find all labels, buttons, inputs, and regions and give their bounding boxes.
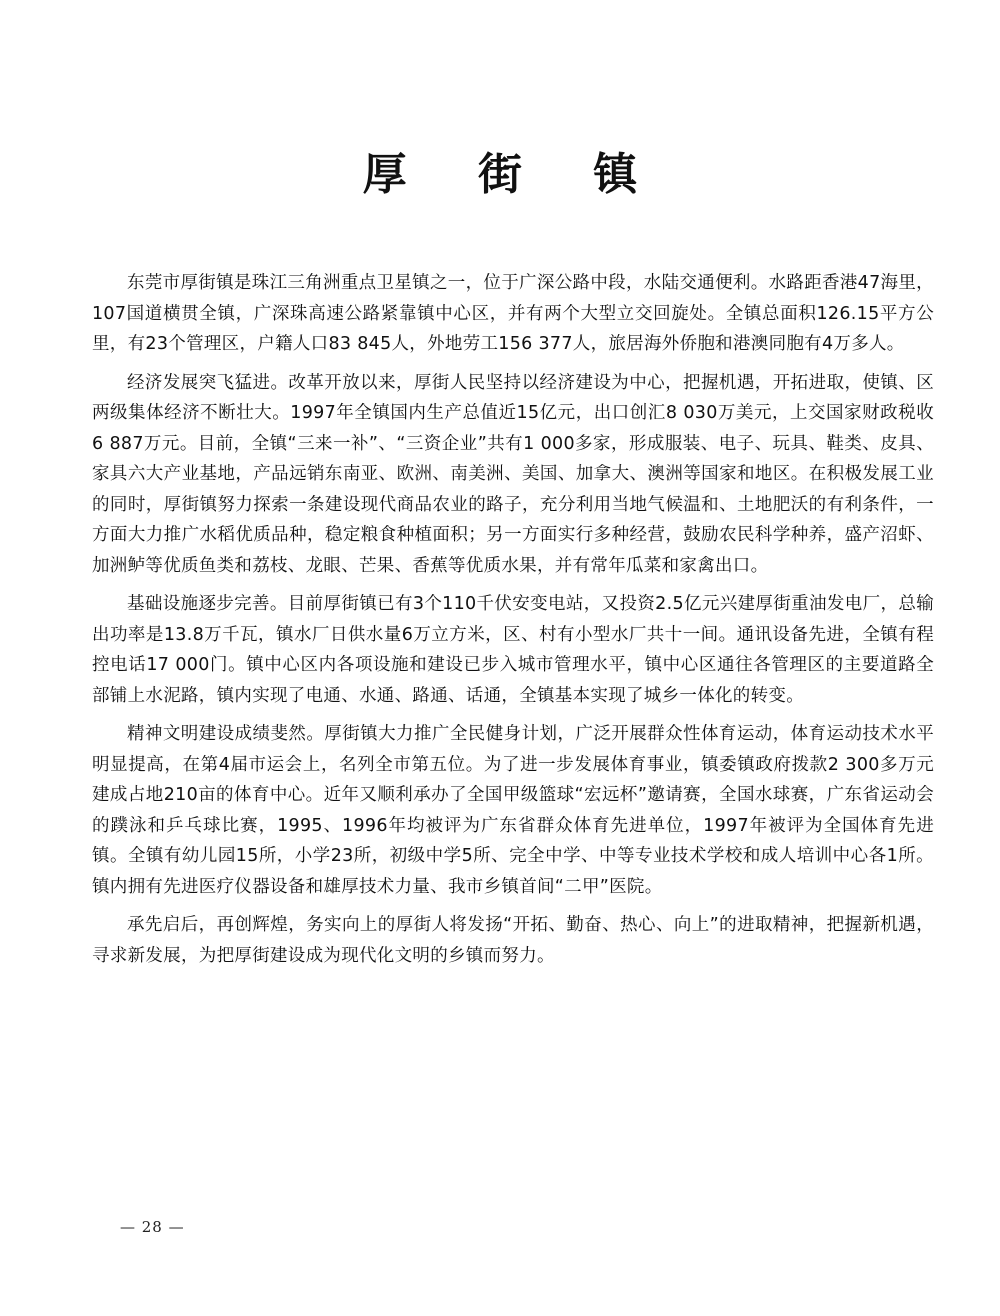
article-body [92,268,934,979]
page-number: — 28 — [120,1218,185,1236]
paragraph-conclusion: 承先启后，再创辉煌，务实向上的厚街人将发扬“开拓、勤奋、热心、向上”的进取精神，把握新机遇，寻求新发展，为把厚街建设成为现代化文明的乡镇而努力。 [92,915,934,966]
page-title: 厚 街 镇 [362,149,666,200]
paragraph-economy: 经济发展突飞猛进。改革开放以来，厚街人民坚持以经济建设为中心，把握机遇，开拓进取，使镇、区两级集体经济不断壮大。1997年全镇国内生产总值近15亿元，出口创汇8 030万美元，上交国家财政税收6 887万元。目前，全镇“三来一补”、“三资企业”共有1 000多家，形成服装、电子、玩具、鞋类、皮具、家具六大产业基地，产品远销东南亚、欧洲、南美洲、美国、加拿大、澳洲等国家和地区。在积极发展工业的同时，厚街镇努力探索一条建设现代商品农业的路子，充分利用当地气候温和、土地肥沃的有利条件，一方面大力推广水稻优质品种，稳定粮食种植面积；另一方面实行多种经营，鼓励农民科学种养，盛产沼虾、加洲鲈等优质鱼类和荔枝、龙眼、芒果、香蕉等优质水果，并有常年瓜菜和家禽出口。 [92,372,934,576]
paragraph-intro: 东莞市厚街镇是珠江三角洲重点卫星镇之一，位于广深公路中段，水陆交通便利。水路距香港47海里，107国道横贯全镇，广深珠高速公路紧靠镇中心区，并有两个大型立交回旋处。全镇总面积126.15平方公里，有23个管理区，户籍人口83 845人，外地劳工156 377人，旅居海外侨胞和港澳同胞有4万多人。 [92,273,934,354]
paragraph-infrastructure: 基础设施逐步完善。目前厚街镇已有3个110千伏安变电站，又投资2.5亿元兴建厚街重油发电厂，总输出功率是13.8万千瓦，镇水厂日供水量6万立方米，区、村有小型水厂共十一间。通讯设备先进，全镇有程控电话17 000门。镇中心区内各项设施和建设已步入城市管理水平，镇中心区通往各管理区的主要道路全部铺上水泥路，镇内实现了电通、水通、路通、话通，全镇基本实现了城乡一体化的转变。 [92,594,934,706]
paragraph-culture: 精神文明建设成绩斐然。厚街镇大力推广全民健身计划，广泛开展群众性体育运动，体育运动技术水平明显提高，在第4届市运会上，名列全市第五位。为了进一步发展体育事业，镇委镇政府拨款2 300多万元建成占地210亩的体育中心。近年又顺利承办了全国甲级篮球“宏远杯”邀请赛，全国水球赛，广东省运动会的蹼泳和乒乓球比赛，1995、1996年均被评为广东省群众体育先进单位，1997年被评为全国体育先进镇。全镇有幼儿园15所，小学23所，初级中学5所、完全中学、中等专业技术学校和成人培训中心各1所。镇内拥有先进医疗仪器设备和雄厚技术力量、我市乡镇首间“二甲”医院。 [92,724,934,897]
